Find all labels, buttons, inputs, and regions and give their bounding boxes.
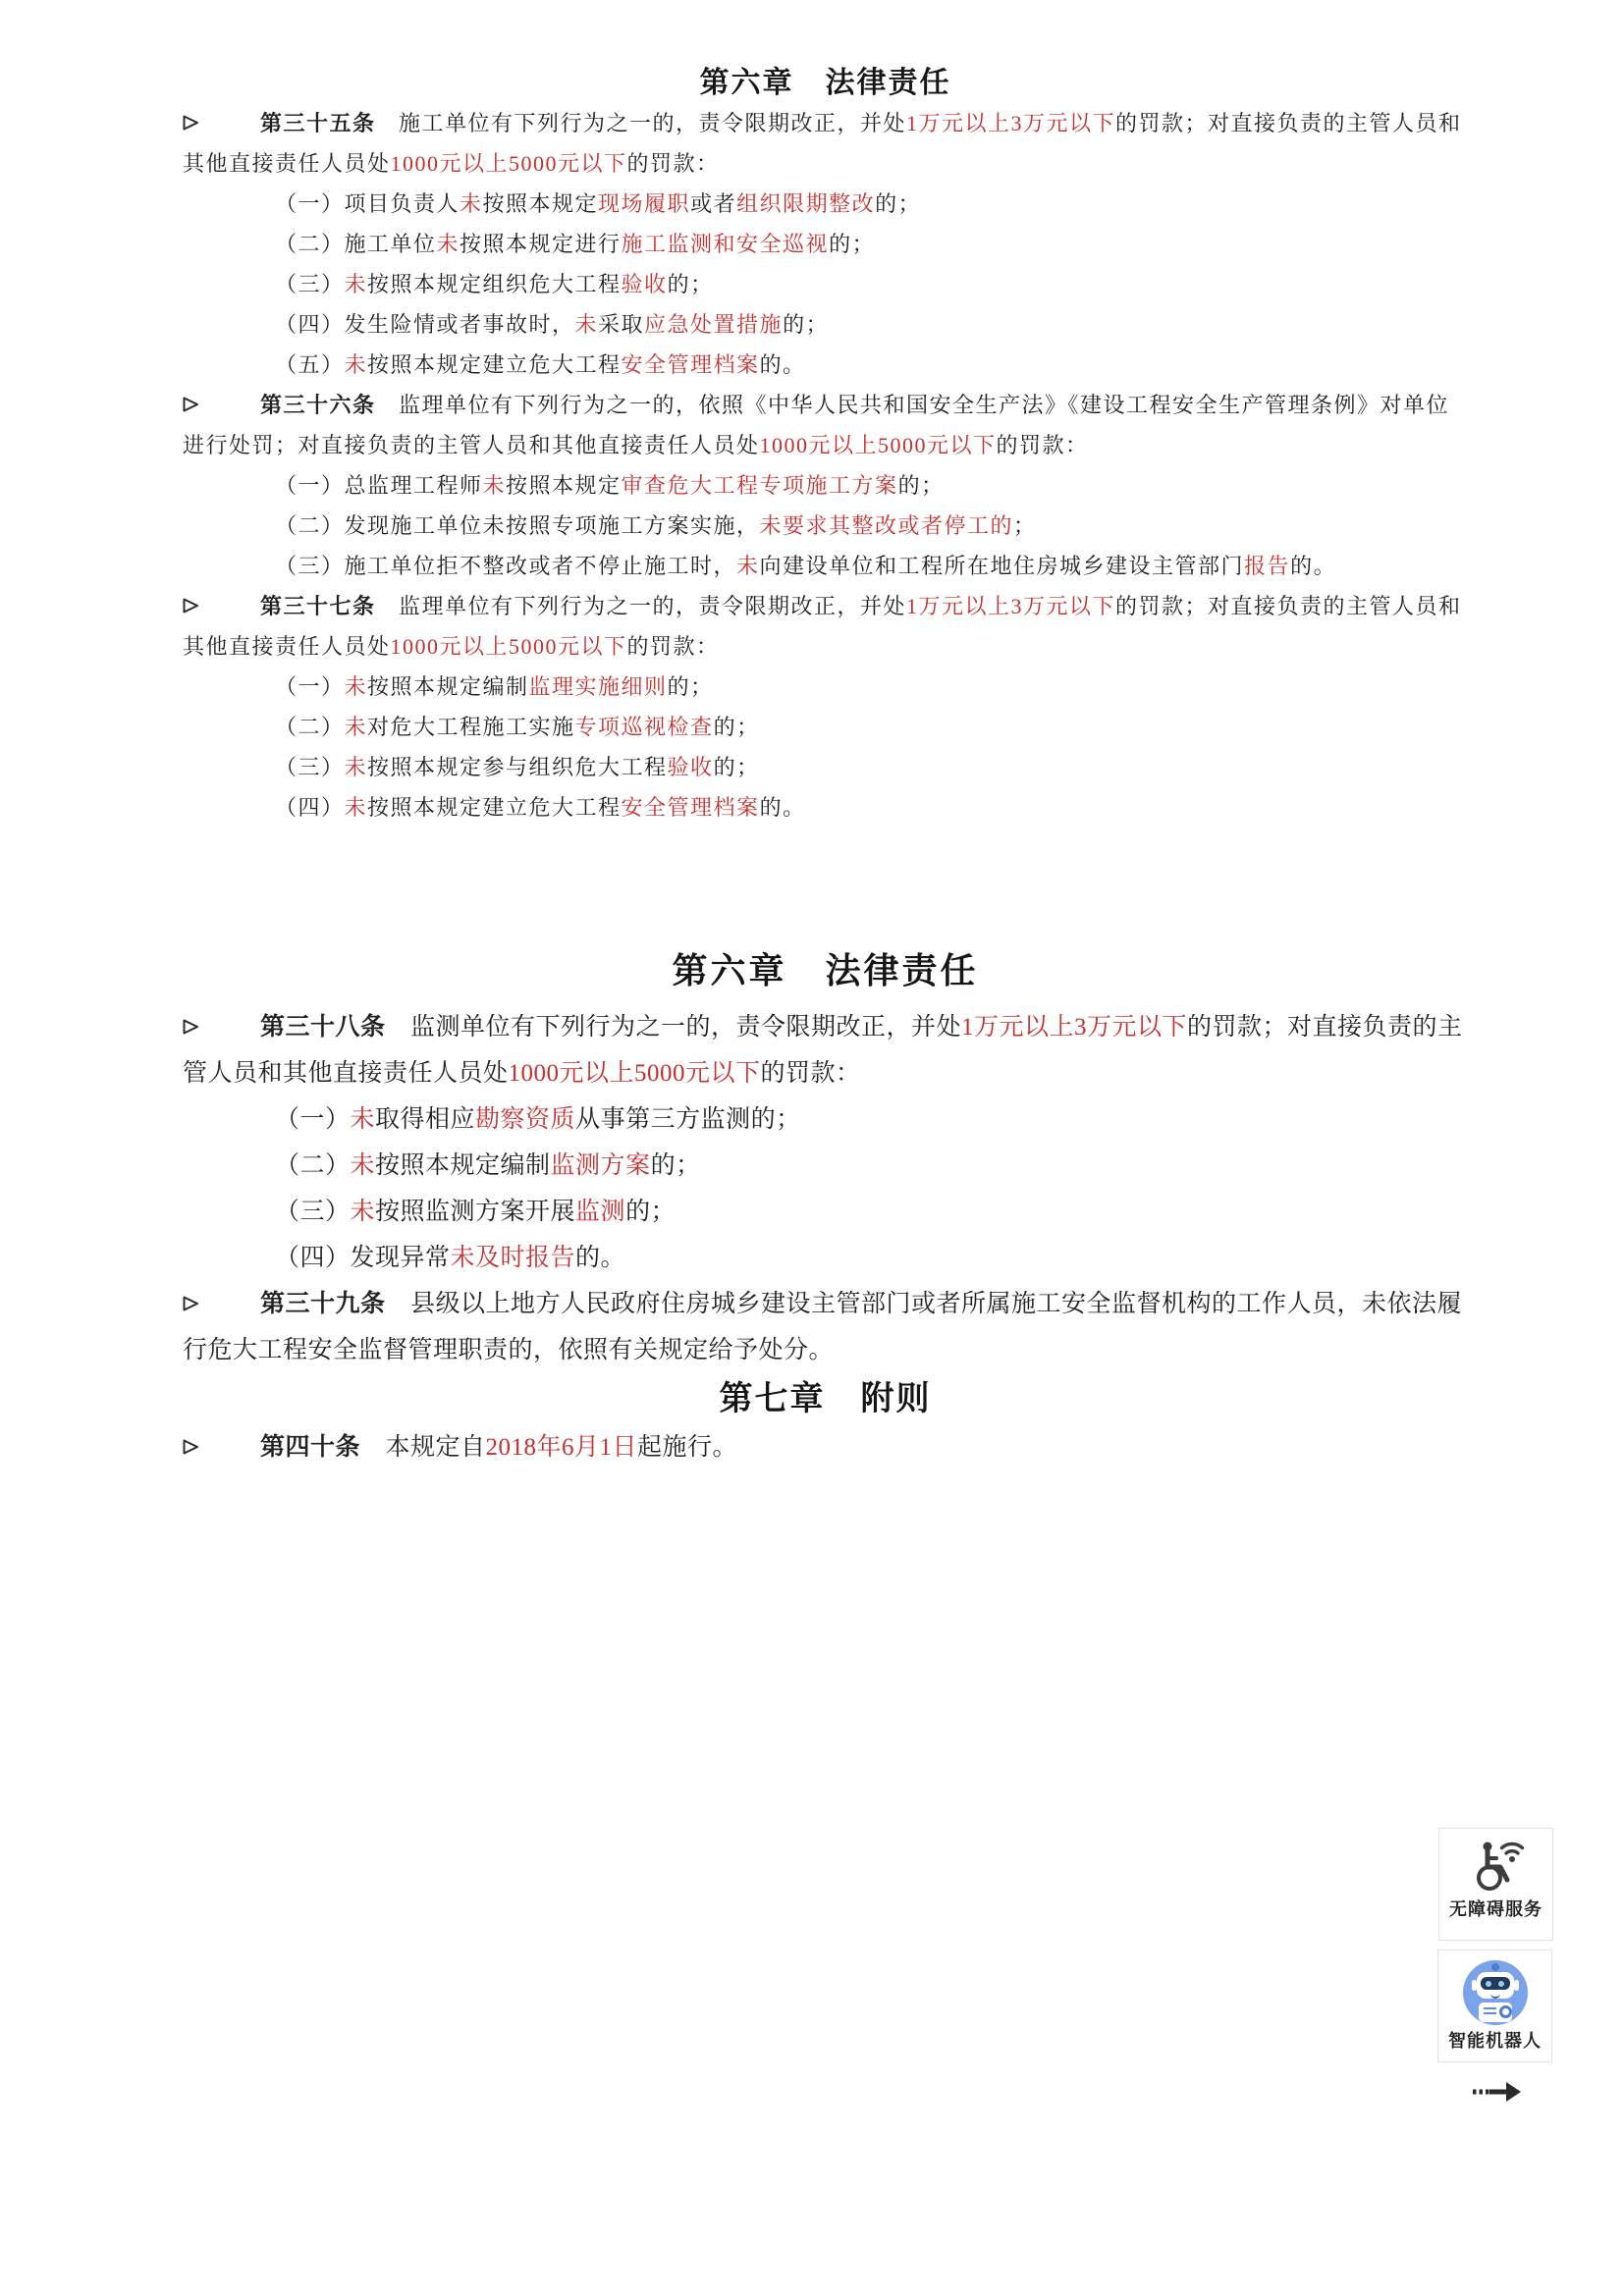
list-item: （一）总监理工程师未按照本规定审查危大工程专项施工方案的；: [275, 473, 945, 498]
list-item: （二）未对危大工程施工实施专项巡视检查的；: [275, 715, 760, 739]
collapse-arrow-button[interactable]: [1470, 2078, 1525, 2106]
list-item: （一）项目负责人未按照本规定现场履职或者组织限期整改的；: [275, 191, 922, 216]
list-item: （四）发现异常未及时报告的。: [275, 1245, 626, 1271]
list-item: （一）未按照本规定编制监理实施细则的；: [275, 674, 714, 699]
list-item: （四）发生险情或者事故时，未采取应急处置措施的；: [275, 312, 830, 337]
article-paragraph: 第三十五条 施工单位有下列行为之一的，责令限期改正，并处1万元以上3万元以下的罚款；对直接负责的主管人员和其他直接责任人员处1000元以上5000元以下的罚款：: [183, 103, 1468, 184]
article-paragraph: 第三十八条 监测单位有下列行为之一的，责令限期改正，并处1万元以上3万元以下的罚款；对直接负责的主管人员和其他直接责任人员处1000元以上5000元以下的罚款：: [183, 1004, 1468, 1096]
arrow-bullet-icon: [183, 586, 260, 626]
smart-robot-label: 智能机器人: [1448, 2031, 1542, 2051]
arrow-bullet-icon: [183, 385, 260, 425]
list-item: （二）发现施工单位未按照专项施工方案实施，未要求其整改或者停工的；: [275, 513, 1037, 538]
arrow-bullet-icon: [183, 103, 260, 143]
article-paragraph: 第三十七条 监理单位有下列行为之一的，责令限期改正，并处1万元以上3万元以下的罚款；对直接负责的主管人员和其他直接责任人员处1000元以上5000元以下的罚款：: [183, 586, 1468, 667]
list-item: （一）未取得相应勘察资质从事第三方监测的；: [275, 1106, 801, 1133]
chapter-heading: 第六章 法律责任: [672, 951, 979, 990]
section-chapter6-part2: [183, 937, 1468, 1470]
article-paragraph: 第三十六条 监理单位有下列行为之一的，依照《中华人民共和国安全生产法》《建设工程安全生产管理条例》对单位进行处罚；对直接负责的主管人员和其他直接责任人员处1000元以上5000元以下的罚款：: [183, 385, 1468, 465]
arrow-bullet-icon: [183, 1004, 260, 1050]
arrow-bullet-icon: [183, 1281, 260, 1327]
list-item: （三）未按照本规定组织危大工程验收的；: [275, 272, 714, 296]
dashed-right-arrow-icon: [1470, 2078, 1525, 2106]
list-item: （二）未按照本规定编制监测方案的；: [275, 1152, 701, 1179]
chapter-heading: 第七章 附则: [719, 1380, 932, 1417]
list-item: （三）施工单位拒不整改或者不停止施工时，未向建设单位和工程所在地住房城乡建设主管部门报告的。: [275, 554, 1337, 578]
accessibility-service-button[interactable]: [1438, 1828, 1553, 1941]
list-item: （二）施工单位未按照本规定进行施工监测和安全巡视的；: [275, 232, 876, 256]
list-item: （五）未按照本规定建立危大工程安全管理档案的。: [275, 352, 806, 377]
list-item: （三）未按照本规定参与组织危大工程验收的；: [275, 755, 760, 779]
article-paragraph: 第三十九条 县级以上地方人民政府住房城乡建设主管部门或者所属施工安全监督机构的工作人员，未依法履行危大工程安全监督管理职责的，依照有关规定给予处分。: [183, 1281, 1468, 1373]
section-chapter6-part1: [183, 63, 1468, 828]
list-item: （三）未按照监测方案开展监测的；: [275, 1199, 677, 1225]
smart-robot-button[interactable]: [1437, 1949, 1552, 2062]
robot-icon: [1463, 1960, 1528, 2025]
arrow-bullet-icon: [183, 1424, 260, 1470]
wheelchair-wifi-icon: [1439, 1829, 1552, 1894]
accessibility-service-label: 无障碍服务: [1449, 1899, 1543, 1919]
chapter-heading: 第六章 法律责任: [699, 67, 951, 99]
article-paragraph: 第四十条 本规定自2018年6月1日起施行。: [183, 1424, 1468, 1470]
list-item: （四）未按照本规定建立危大工程安全管理档案的。: [275, 795, 806, 820]
